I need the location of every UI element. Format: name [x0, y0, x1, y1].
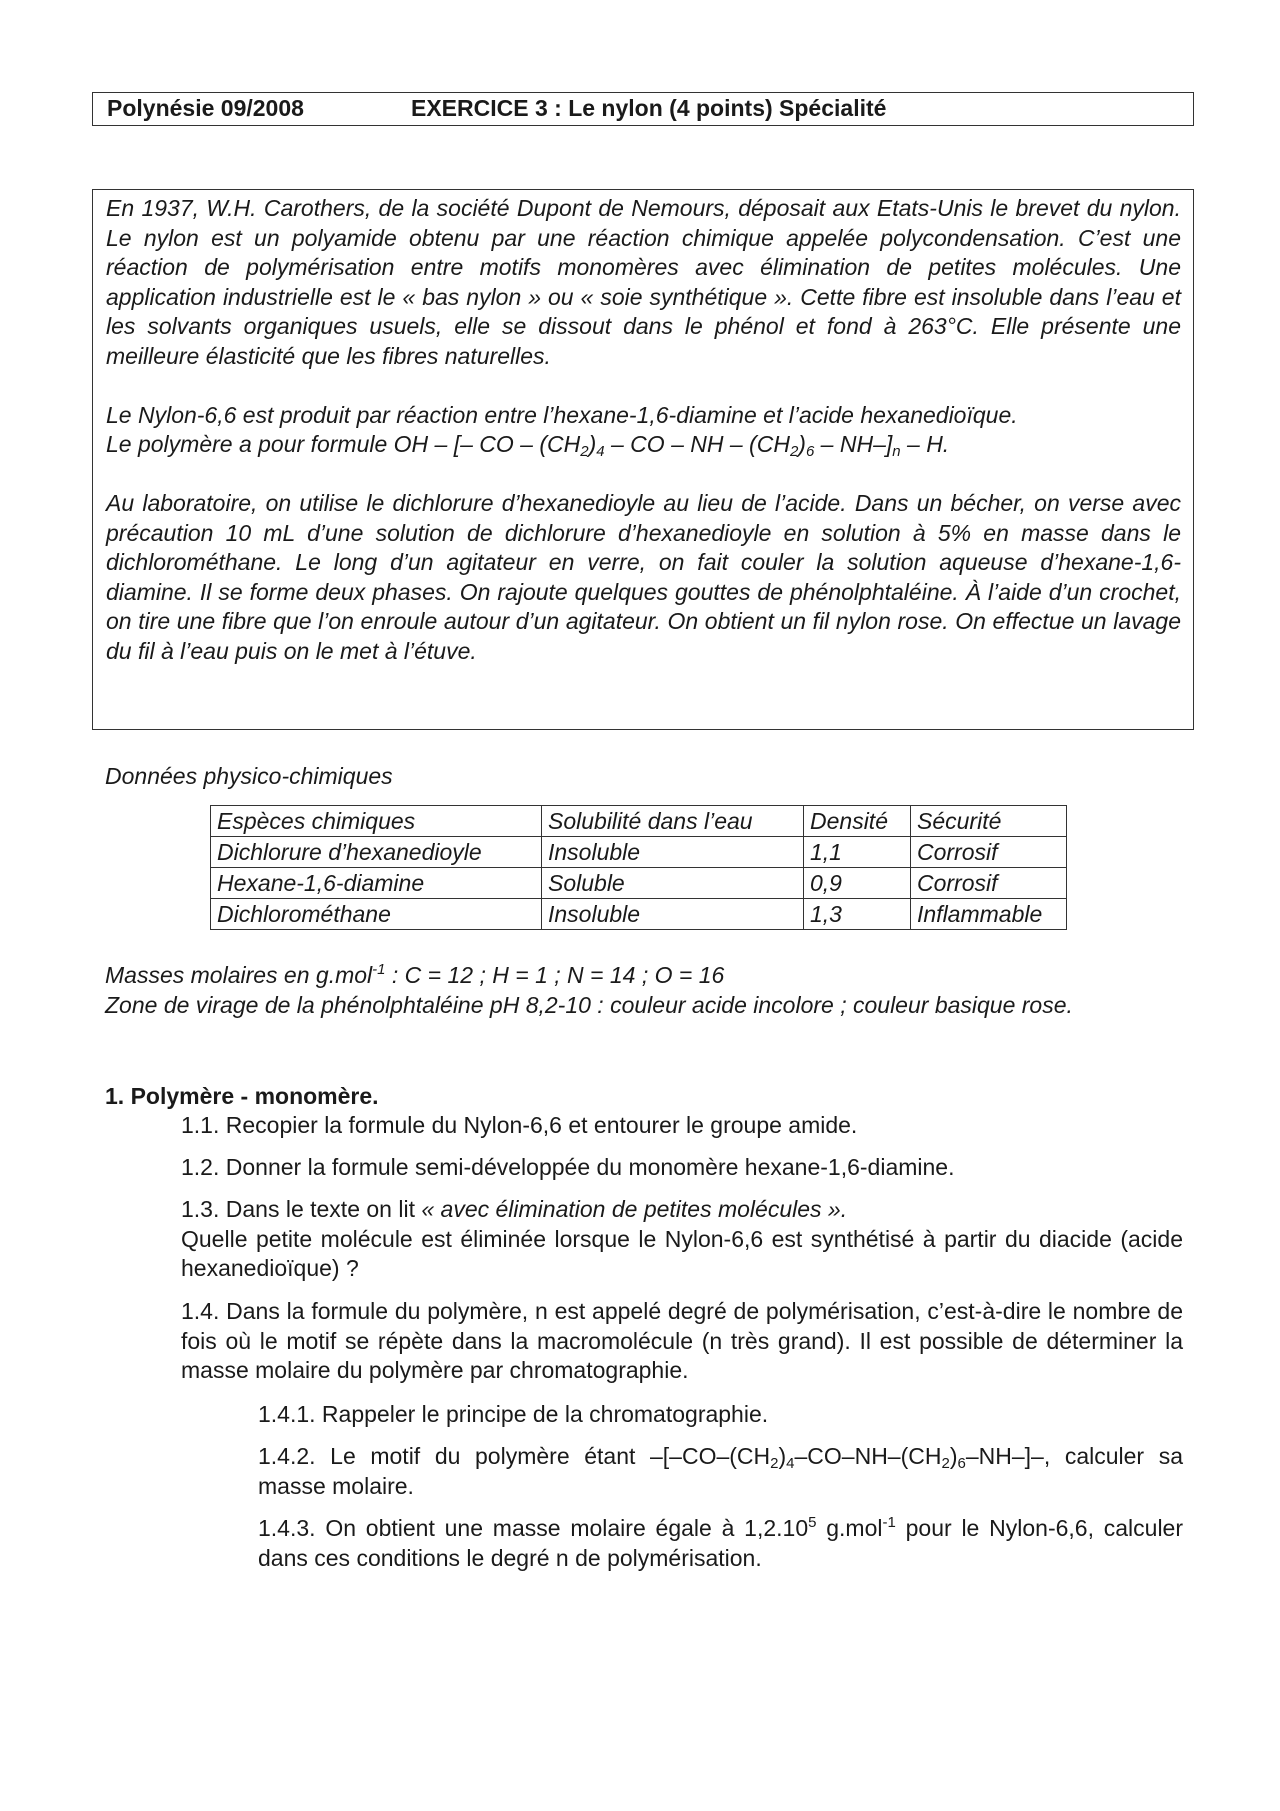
table-cell: Inflammable [911, 899, 1067, 930]
data-section-title: Données physico-chimiques [105, 763, 393, 789]
intro-paragraph-3: Au laboratoire, on utilise le dichlorure d’hexanedioyle au lieu de l’acide. Dans un bécher, on verse avec précaution 10 mL d’une solution de dichlorure d’hexanedioyle en solution à 5% en masse dans le dichlorométhane. Le long d’un agitateur en verre, on fait couler la solution aqueuse d’hexane-1,6-diamine. Il se forme deux phases. On rajoute quelques gouttes de phénolphtaléine. À l’aide d’un crochet, on tire une fibre que l’on enroule autour d’un agitateur. On obtient un fil nylon rose. On effectue un lavage du fil à l’eau puis on le met à l’étuve. [106, 490, 1181, 664]
table-cell: Hexane-1,6-diamine [211, 868, 542, 899]
table-header-row [211, 806, 1067, 837]
question-1-4-1: 1.4.1. Rappeler le principe de la chromatographie. [258, 1401, 769, 1427]
intro-paragraph-1: En 1937, W.H. Carothers, de la société Dupont de Nemours, déposait aux Etats-Unis le brevet du nylon. Le nylon est un polyamide obtenu par une réaction chimique appelée polycondensation. C’est une réaction de polymérisation entre motifs monomères avec élimination de petites molécules. Une application industrielle est le « bas nylon » ou « soie synthétique ». Cette fibre est insoluble dans l’eau et les solvants organiques usuels, elle se dissout dans le phénol et fond à 263°C. Elle présente une meilleure élasticité que les fibres naturelles. [106, 195, 1181, 369]
question-1-4: 1.4. Dans la formule du polymère, n est appelé degré de polymérisation, c’est-à-dire le nombre de fois où le motif se répète dans la macromolécule (n très grand). Il est possible de déterminer la masse molaire du polymère par chromatographie. [181, 1298, 1183, 1383]
intro-line-nylon: Le Nylon-6,6 est produit par réaction entre l’hexane-1,6-diamine et l’acide hexanedioïque. [106, 401, 1018, 428]
table-header-cell: Espèces chimiques [211, 806, 542, 837]
intro-formula-line: Le polymère a pour formule OH – [– CO – $(CH_2)_4$ – CO – NH – $(CH_2)_6 - NH-]_n$ – H. [106, 431, 950, 460]
question-1-4-3: 1.4.3. On obtient une masse molaire égale à 1,2.10$^5$ g.mol$^{-1}$ pour le Nylon-6,6, calculer dans ces conditions le degré n de polymérisation. [258, 1514, 1183, 1571]
table-cell: Dichlorométhane [211, 899, 542, 930]
header-title: EXERCICE 3 : Le nylon (4 points) Spécialité [411, 95, 887, 121]
table-cell: Corrosif [911, 837, 1067, 868]
table-row [211, 868, 1067, 899]
table-header-cell: Sécurité [911, 806, 1067, 837]
section-1-title: 1. Polymère - monomère. [105, 1083, 379, 1109]
molar-masses-block [105, 961, 1183, 1020]
exercise-header [92, 92, 1194, 126]
table-cell: 1,3 [804, 899, 911, 930]
molar-masses-line: Masses molaires en g.mol$^{-1}$ : C = 12 ; H = 1 ; N = 14 ; O = 16 [105, 961, 725, 988]
table-cell: Soluble [542, 868, 804, 899]
question-1-1: 1.1. Recopier la formule du Nylon-6,6 et entourer le groupe amide. [181, 1112, 858, 1138]
question-1-3: 1.3. Dans le texte on lit « avec élimination de petites molécules ». Quelle petite molécule est éliminée lorsque le Nylon-6,6 est synthétisé à partir du diacide (acide hexanedioïque) ? [181, 1196, 1183, 1281]
physico-chemical-table [210, 805, 1067, 930]
table-cell: 1,1 [804, 837, 911, 868]
intro-paragraph-2 [106, 401, 1181, 460]
header-source: Polynésie 09/2008 [107, 95, 304, 121]
table-row [211, 837, 1067, 868]
table-cell: Dichlorure d’hexanedioyle [211, 837, 542, 868]
table-header-cell: Densité [804, 806, 911, 837]
table-header-cell: Solubilité dans l’eau [542, 806, 804, 837]
table-cell: Insoluble [542, 899, 804, 930]
table-row [211, 899, 1067, 930]
table-cell: 0,9 [804, 868, 911, 899]
phenolphthalein-range: Zone de virage de la phénolphtaléine pH 8,2-10 : couleur acide incolore ; couleur basique rose. [105, 991, 1073, 1018]
table-cell: Insoluble [542, 837, 804, 868]
question-1-2: 1.2. Donner la formule semi-développée du monomère hexane-1,6-diamine. [181, 1154, 955, 1180]
question-1-4-2: 1.4.2. Le motif du polymère étant $-[-CO-(CH_2)_4-CO-NH-(CH_2)_6-NH-]-$, calculer sa masse molaire. [258, 1443, 1183, 1499]
table-cell: Corrosif [911, 868, 1067, 899]
intro-box [92, 189, 1194, 730]
